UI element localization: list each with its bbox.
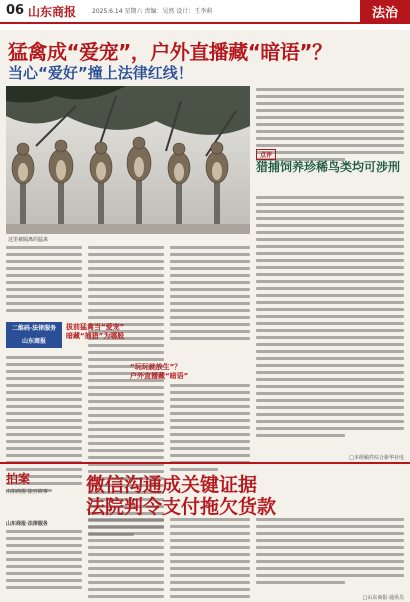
section-divider (0, 462, 410, 464)
news-photo-raptors (6, 86, 250, 234)
column-logo: 拍案 (6, 472, 31, 486)
byline: 山东商报·法律服务 (6, 521, 48, 527)
main-subhead: 当心“爱好”撞上法律红线！ (8, 64, 193, 82)
commentary-tag: 点评 (256, 149, 276, 160)
body-column-1 (6, 246, 82, 316)
section-tab[interactable]: 法治 (360, 0, 410, 22)
commentary-text (256, 196, 404, 441)
bottom-column-1 (6, 530, 82, 593)
page-number: 06 (6, 3, 25, 18)
bottom-footnote: □山东商报·通讯员 (362, 595, 404, 601)
qr-service-label[interactable] (6, 322, 62, 348)
body-column-3 (170, 246, 250, 344)
masthead-rule (0, 22, 410, 24)
qr-service-label-text: 二维码·法律服务 山东商报 (11, 325, 57, 345)
subhead-1-line-2: 暗藏“捕猎”为哪般 (66, 332, 125, 340)
subhead-2-line-2: 户外直播藏“暗语” (130, 372, 189, 380)
bottom-headline-line-1: 微信沟通成关键证据 (86, 474, 258, 496)
column-logo-sub: 山东商报·法官故事 (6, 489, 48, 495)
photo-caption: 这里被隔离的猛禽 (8, 237, 49, 243)
paper-name: 山东商报 (28, 5, 77, 19)
bottom-column-4 (256, 518, 404, 588)
bottom-headline-line-2: 法院判令支付拖欠货款 (86, 496, 277, 518)
bottom-column-2 (88, 518, 164, 602)
subhead-2-line-1: “玩玩就放生”？ (130, 363, 182, 371)
photo-illustration (6, 86, 250, 234)
commentary-title: 猎捕饲养珍稀鸟类均可涉刑 (256, 160, 401, 174)
right-column-text (256, 88, 404, 165)
main-headline: 猛禽成“爱宠”，户外直播藏“暗语”？ (8, 40, 332, 64)
header-meta: 2025.6.14 星期六 责编：吴然 设计：王李莉 (92, 8, 213, 15)
bottom-column-3 (170, 518, 250, 602)
subhead-1-line-1: 拔前猛禽当“爱宠” (66, 323, 125, 331)
source-note: □本组稿件综合新华社电 (349, 455, 404, 461)
